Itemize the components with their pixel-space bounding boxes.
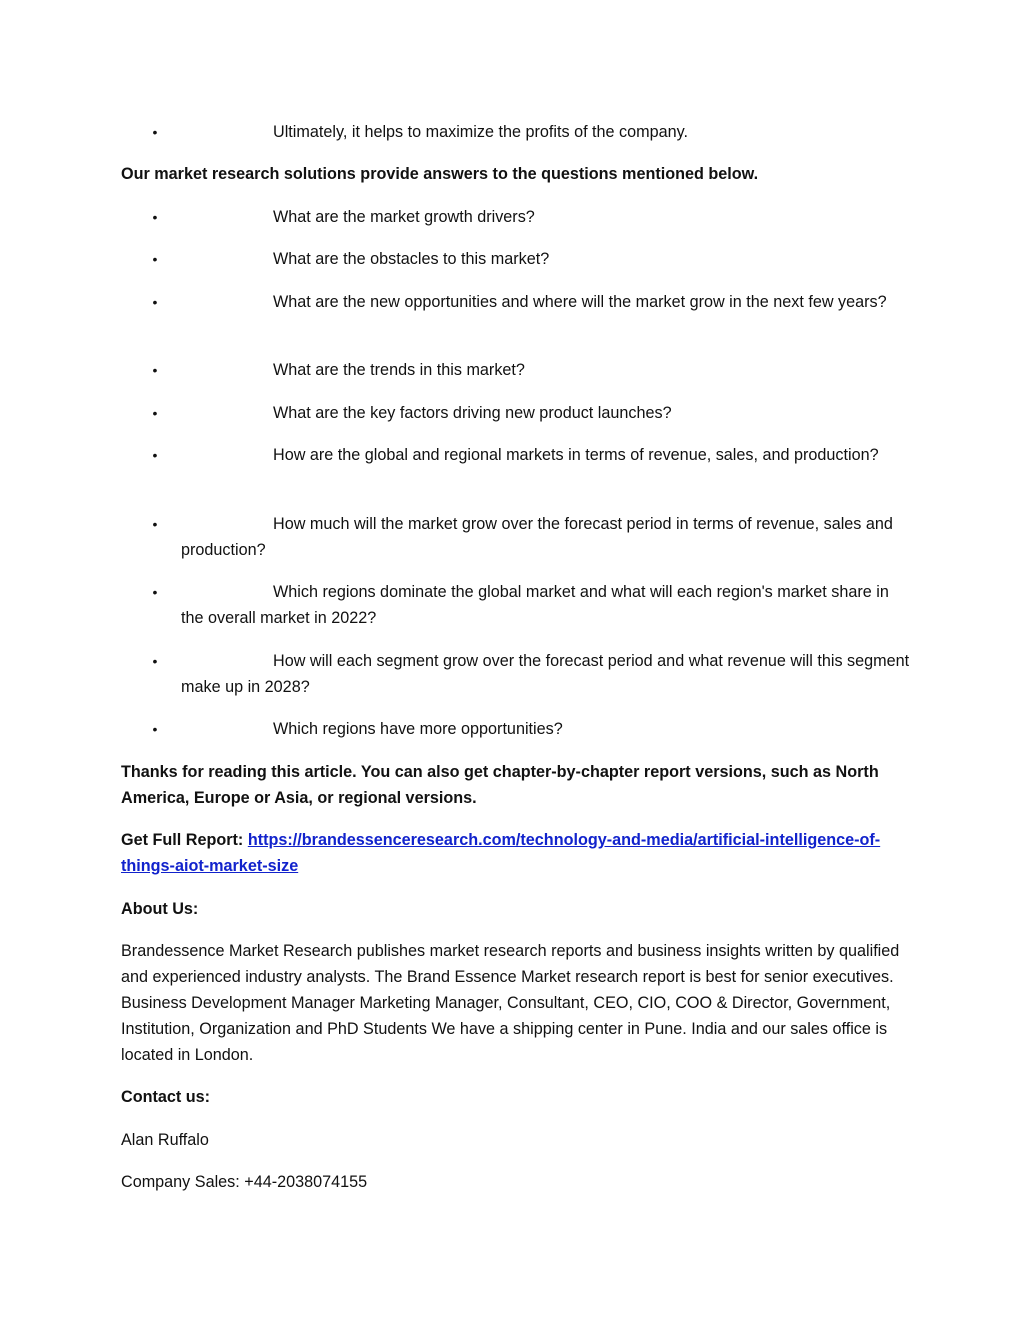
bullet-marker: • xyxy=(152,721,158,737)
list-item-top: Ultimately, it helps to maximize the profits of the company. xyxy=(273,123,689,141)
bullet-marker: • xyxy=(152,209,158,225)
thanks-paragraph: Thanks for reading this article. You can also get chapter-by-chapter report versions, such as North America, Europe or Asia, or regional versions. xyxy=(121,763,879,807)
question-item: What are the obstacles to this market? xyxy=(273,250,550,268)
bullet-marker: • xyxy=(152,584,158,600)
questions-heading: Our market research solutions provide answers to the questions mentioned below. xyxy=(121,165,759,183)
full-report-label: Get Full Report: xyxy=(121,831,244,849)
bullet-marker: • xyxy=(152,294,158,310)
contact-name: Alan Ruffalo xyxy=(121,1131,209,1149)
bullet-marker: • xyxy=(152,362,158,378)
contact-heading: Contact us: xyxy=(121,1088,211,1106)
bullet-marker: • xyxy=(152,405,158,421)
bullet-marker: • xyxy=(152,124,158,140)
question-item: What are the new opportunities and where will the market grow in the next few years? xyxy=(273,293,887,311)
bullet-marker: • xyxy=(152,653,158,669)
question-item: What are the market growth drivers? xyxy=(273,208,535,226)
question-item: How will each segment grow over the forecast period and what revenue will this segment make up in 2028? xyxy=(181,652,910,696)
full-report-link[interactable]: https://brandessenceresearch.com/technology-and-media/artificial-intelligence-of-things-aiot-market-size xyxy=(121,831,881,875)
question-item: How are the global and regional markets in terms of revenue, sales, and production? xyxy=(273,446,879,464)
question-item: Which regions have more opportunities? xyxy=(273,720,563,738)
full-report-line xyxy=(121,827,911,879)
about-heading: About Us: xyxy=(121,900,199,918)
company-sales: Company Sales: +44-2038074155 xyxy=(121,1173,368,1191)
bullet-marker: • xyxy=(152,447,158,463)
question-item: How much will the market grow over the forecast period in terms of revenue, sales and production? xyxy=(181,515,893,559)
question-item: What are the key factors driving new product launches? xyxy=(273,404,672,422)
about-body: Brandessence Market Research publishes market research reports and business insights written by qualified and experienced industry analysts. The Brand Essence Market research report is best for senior executives. Business Development Manager Marketing Manager, Consultant, CEO, CIO, COO & Director, Government, Institution, Organization and PhD Students We have a shipping center in Pune. India and our sales office is located in London. xyxy=(121,942,900,1064)
bullet-marker: • xyxy=(152,516,158,532)
question-item: What are the trends in this market? xyxy=(273,361,525,379)
question-item: Which regions dominate the global market and what will each region's market share in the overall market in 2022? xyxy=(181,583,889,627)
bullet-marker: • xyxy=(152,251,158,267)
